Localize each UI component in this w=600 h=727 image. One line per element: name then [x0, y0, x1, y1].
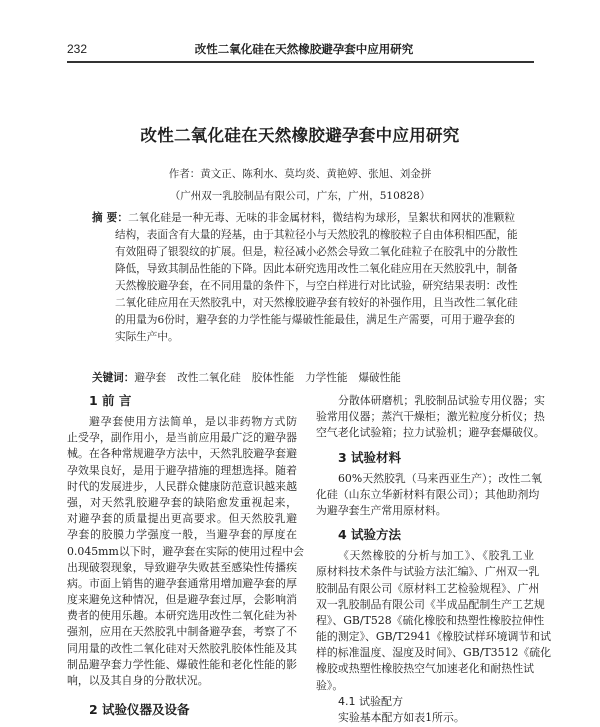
- text-line: 械。在各种常规避孕方法中，天然乳胶避孕套避: [67, 447, 297, 461]
- section-heading-methods: 4 试验方法: [338, 527, 402, 543]
- right-column: [316, 393, 552, 727]
- text-line: 对避孕套的质量提出更高要求。但天然胶乳避: [67, 512, 297, 526]
- text-line: 避孕套使用方法简单，是以非药物方式防: [89, 415, 297, 428]
- text-line: 为避孕套生产常用原材料。: [316, 503, 447, 517]
- keywords: [92, 370, 412, 385]
- text-line: 费者的使用乐趣。本研究选用改性二氧化硅为补: [67, 609, 297, 623]
- materials-paragraph: [316, 471, 542, 520]
- text-line: 0.045mm以下时，避孕套在实际的使用过程中会: [67, 544, 304, 558]
- keyword: 避孕套: [134, 372, 167, 384]
- keyword: 力学性能: [305, 372, 348, 384]
- text-line: 强，对天然乳胶避孕套的缺陷愈发重视起来，: [67, 495, 297, 509]
- abstract-line: 有效阻碍了银裂纹的扩展。但是，粒径减小必然会导致二氧化硅粒子在胶乳中的分散性: [115, 246, 518, 258]
- abstract-line: 的用量为6份时，避孕套的力学性能与爆破性能最佳，满足生产需要，可用于避孕套的: [115, 314, 515, 326]
- text-line: 度来避免这种情况，但是避孕套过厚，会影响消: [67, 593, 297, 607]
- page-number: 232: [67, 42, 88, 56]
- formula-text: 实验基本配方如表1所示。: [338, 711, 465, 725]
- equipment-paragraph: [316, 393, 545, 442]
- authors: 作者：黄文正、陈利水、莫均炎、黄艳婷、张旭、刘金拼: [168, 168, 432, 180]
- header-rule: [67, 61, 534, 63]
- abstract-line: 结构，表面含有大量的羟基，由于其粒径小与天然胶乳的橡胶粒子自由体积相匹配，能: [115, 229, 518, 241]
- text-line: 原材料技术条件与试验方法汇编》、广州双一乳: [316, 565, 540, 579]
- text-line: 化硅（山东立华新材料有限公司）；其他助剂均: [316, 487, 540, 501]
- text-line: 空气老化试验箱；拉力试验机；避孕套爆破仪。: [316, 426, 545, 440]
- text-line: 同用量的改性二氧化硅对天然胶乳胶体性能及其: [67, 641, 297, 655]
- text-line: 出现破裂现象，导致避孕失败甚至感染性传播疾: [67, 560, 297, 574]
- abstract-line: [92, 210, 515, 227]
- text-line: 分散体研磨机；乳胶制品试验专用仪器；实: [338, 394, 545, 407]
- keyword: 爆破性能: [358, 372, 401, 384]
- running-title: 改性二氧化硅在天然橡胶避孕套中应用研究: [194, 42, 414, 56]
- text-line: 双一乳胶制品有限公司《半成品配制生产工艺规: [316, 597, 545, 611]
- text-line: 程》、GB/T528《硫化橡胶和热塑性橡胶拉伸性: [316, 613, 545, 627]
- keyword: 胶体性能: [251, 372, 295, 384]
- text-line: 强剂，应用在天然胶乳中制备避孕套，考察了不: [67, 625, 297, 639]
- text-line: 《天然橡胶的分析与加工》、《胶乳工业: [338, 549, 534, 563]
- keywords-label: 关键词：: [92, 372, 135, 384]
- text-line: 响，以及其自身的分散状况。: [67, 674, 209, 687]
- abstract-line: 实际生产中。: [115, 331, 179, 343]
- text-line: 样的标准温度、湿度及时间》、GB/T3512《硫化: [316, 646, 552, 660]
- abstract-text: 二氧化硅是一种无毒、无味的非金属材料，微结构为球形，呈絮状和网状的准颗粒: [128, 212, 515, 224]
- section-heading-materials: 3 试验材料: [338, 449, 402, 465]
- abstract-line: 降低，导致其制品性能的下降。因此本研究选用改性二氧化硅应用在天然胶乳中，制备: [115, 263, 518, 275]
- text-line: 橡胶或热塑性橡胶热空气加速老化和耐热性试: [316, 662, 534, 676]
- abstract-line: 二氧化硅应用在天然胶乳中，对天然橡胶避孕套有较好的补强作用，且当改性二氧化硅: [115, 297, 518, 309]
- text-line: 胶制品有限公司《原材料工艺检验规程》、广州: [316, 581, 540, 595]
- section-heading-equipment: 2 试验仪器及设备: [89, 702, 190, 718]
- text-line: 制品避孕套力学性能、爆破性能和老化性能的影: [67, 657, 297, 671]
- abstract: [92, 210, 518, 346]
- keyword: 改性二氧化硅: [177, 372, 241, 384]
- abstract-line: 天然橡胶避孕套，在不同用量的条件下，与空白样进行对比试验，研究结果表明：改性: [115, 280, 518, 292]
- text-line: 能的测定》、GB/T2941《橡胶试样环境调节和试: [316, 630, 552, 644]
- text-line: 孕套的胶膜力学强度一般，当避孕套的厚度在: [67, 528, 297, 542]
- text-line: 时代的发展进步，人民群众健康防范意识越来越: [67, 479, 297, 493]
- text-line: 孕效果良好，是用于避孕措施的理想选择。随着: [67, 463, 297, 477]
- text-line: 止受孕，副作用小，是当前应用最广泛的避孕器: [67, 431, 297, 445]
- paper-title: 改性二氧化硅在天然橡胶避孕套中应用研究: [140, 126, 460, 145]
- text-line: 病。市面上销售的避孕套通常用增加避孕套的厚: [67, 576, 297, 590]
- text-line: 60%天然胶乳（马来西亚生产）；改性二氧: [338, 471, 542, 485]
- methods-paragraph: [316, 548, 552, 694]
- subsection-heading-formula: 4.1 试验配方: [338, 694, 403, 708]
- abstract-label: 摘 要：: [92, 212, 129, 224]
- section-heading-introduction: 1 前 言: [89, 393, 132, 408]
- text-line: 验》。: [316, 678, 344, 692]
- affiliation: （广州双一乳胶制品有限公司，广东，广州，510828）: [169, 190, 431, 202]
- text-line: 验常用仪器；蒸汽干燥柜；激光粒度分析仪；热: [316, 410, 545, 424]
- left-column: [67, 388, 304, 723]
- introduction-paragraph: [67, 414, 304, 689]
